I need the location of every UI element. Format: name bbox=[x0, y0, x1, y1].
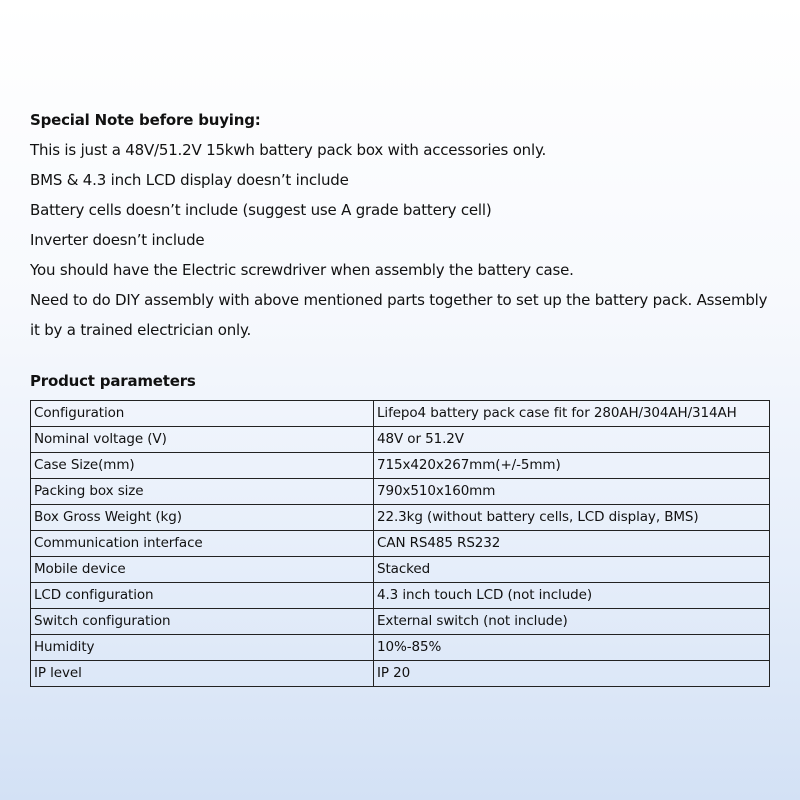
parameter-label: Configuration bbox=[31, 401, 374, 427]
table-row bbox=[31, 531, 770, 557]
parameter-value: 10%-85% bbox=[374, 635, 770, 661]
parameter-value: 715x420x267mm(+/-5mm) bbox=[374, 453, 770, 479]
parameter-label: Mobile device bbox=[31, 557, 374, 583]
parameter-value: External switch (not include) bbox=[374, 609, 770, 635]
parameter-value: Lifepo4 battery pack case fit for 280AH/304AH/314AH bbox=[374, 401, 770, 427]
table-row bbox=[31, 661, 770, 687]
note-line: Battery cells doesn’t include (suggest use A grade battery cell) bbox=[30, 201, 492, 219]
parameter-label: Humidity bbox=[31, 635, 374, 661]
table-row bbox=[31, 609, 770, 635]
parameter-value: 22.3kg (without battery cells, LCD display, BMS) bbox=[374, 505, 770, 531]
table-row bbox=[31, 583, 770, 609]
product-parameters-heading: Product parameters bbox=[30, 372, 196, 390]
table-row bbox=[31, 401, 770, 427]
parameter-value: 790x510x160mm bbox=[374, 479, 770, 505]
parameter-value: 48V or 51.2V bbox=[374, 427, 770, 453]
table-row bbox=[31, 505, 770, 531]
parameter-value: CAN RS485 RS232 bbox=[374, 531, 770, 557]
special-note-section bbox=[30, 105, 775, 345]
parameter-value: IP 20 bbox=[374, 661, 770, 687]
parameter-value: Stacked bbox=[374, 557, 770, 583]
parameter-label: Communication interface bbox=[31, 531, 374, 557]
parameter-label: Box Gross Weight (kg) bbox=[31, 505, 374, 531]
parameter-label: Nominal voltage (V) bbox=[31, 427, 374, 453]
note-line: BMS & 4.3 inch LCD display doesn’t include bbox=[30, 171, 349, 189]
table-row bbox=[31, 479, 770, 505]
table-row bbox=[31, 635, 770, 661]
note-line: Need to do DIY assembly with above mentioned parts together to set up the battery pack. Assembly it by a trained electrician only. bbox=[30, 291, 768, 339]
table-row bbox=[31, 453, 770, 479]
parameter-label: Packing box size bbox=[31, 479, 374, 505]
parameter-label: LCD configuration bbox=[31, 583, 374, 609]
table-row bbox=[31, 427, 770, 453]
special-note-heading: Special Note before buying: bbox=[30, 111, 261, 129]
parameter-value: 4.3 inch touch LCD (not include) bbox=[374, 583, 770, 609]
parameter-label: IP level bbox=[31, 661, 374, 687]
table-row bbox=[31, 557, 770, 583]
parameter-label: Switch configuration bbox=[31, 609, 374, 635]
note-line: Inverter doesn’t include bbox=[30, 231, 205, 249]
parameter-label: Case Size(mm) bbox=[31, 453, 374, 479]
product-parameters-table bbox=[30, 400, 770, 687]
note-line: This is just a 48V/51.2V 15kwh battery pack box with accessories only. bbox=[30, 141, 547, 159]
note-line: You should have the Electric screwdriver when assembly the battery case. bbox=[30, 261, 574, 279]
